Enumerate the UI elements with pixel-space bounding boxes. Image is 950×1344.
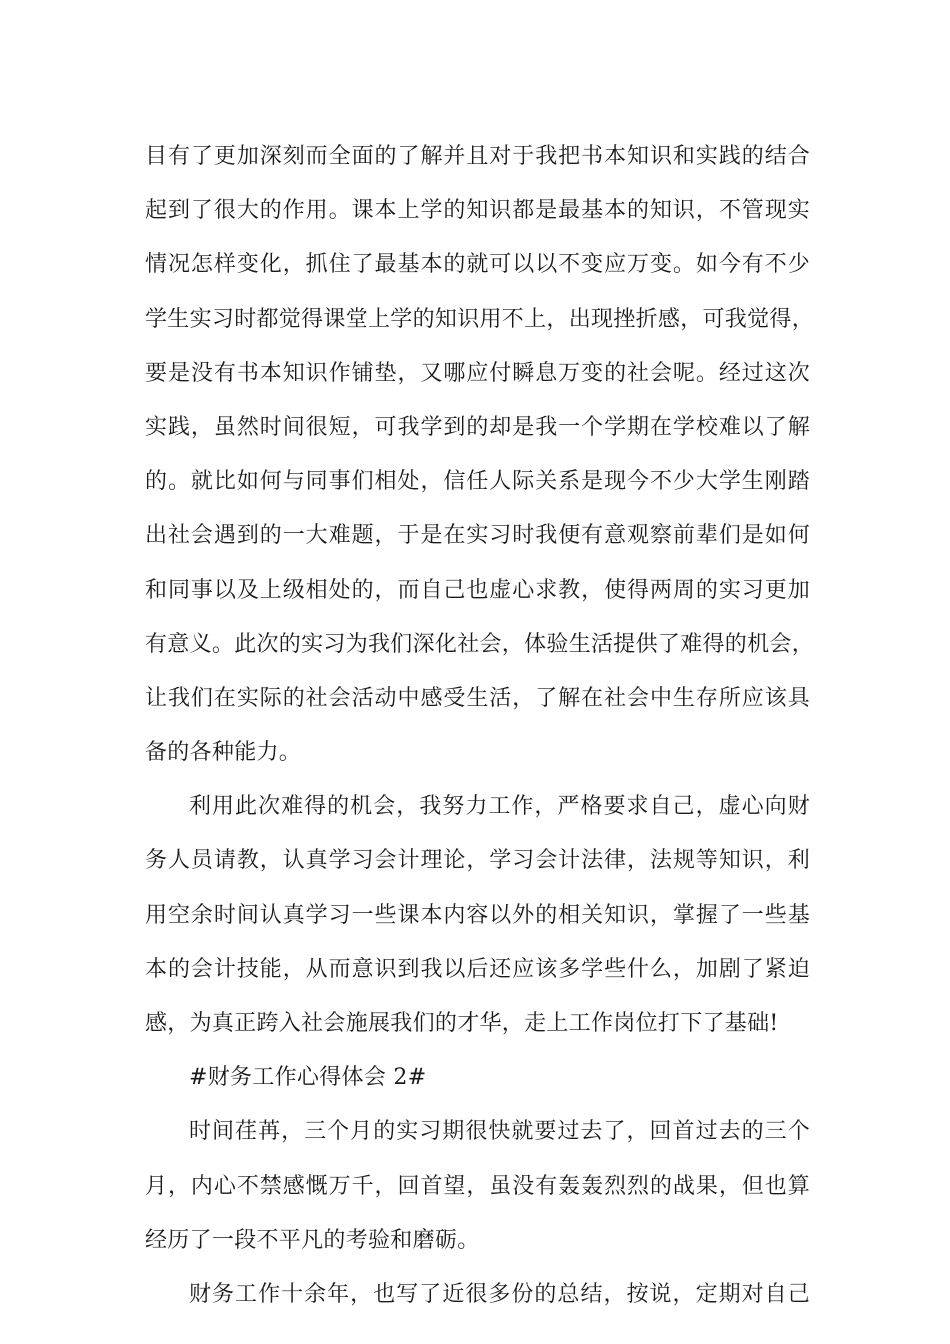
text-line: 财务工作十余年，也写了近很多份的总结，按说，定期对自己 (189, 1281, 810, 1307)
text-line: 感，为真正跨入社会施展我们的才华，走上工作岗位打下了基础! (145, 1011, 779, 1036)
text-line: 要是没有书本知识作铺垫，又哪应付瞬息万变的社会呢。经过这次 (145, 360, 810, 386)
text-line: 实践，虽然时间很短，可我学到的却是我一个学期在学校难以了解 (145, 414, 810, 440)
text-line: 有意义。此次的实习为我们深化社会，体验生活提供了难得的机会， (145, 631, 815, 657)
document-body (145, 130, 815, 1322)
text-line: 情况怎样变化，抓住了最基本的就可以以不变应万变。如今有不少 (145, 252, 810, 278)
text-line: 的。就比如何与同事们相处，信任人际关系是现今不少大学生刚踏 (145, 469, 810, 495)
paragraph-2 (145, 780, 810, 1051)
section-heading (145, 1051, 810, 1105)
paragraph-3 (145, 1105, 810, 1268)
paragraph-4 (145, 1268, 810, 1322)
text-line: 经历了一段不平凡的考验和磨砺。 (145, 1227, 480, 1253)
text-line: 学生实习时都觉得课堂上学的知识用不上，出现挫折感，可我觉得， (145, 306, 815, 332)
text-line: 务人员请教，认真学习会计理论，学习会计法律，法规等知识，利 (145, 848, 810, 874)
text-line: 月，内心不禁感慨万千，回首望，虽没有轰轰烈烈的战果，但也算 (145, 1173, 810, 1199)
text-line: 用空余时间认真学习一些课本内容以外的相关知识，掌握了一些基 (145, 902, 810, 928)
text-line: 本的会计技能，从而意识到我以后还应该多学些什么，加剧了紧迫 (145, 956, 810, 982)
heading-text: #财务工作心得体会 2# (189, 1065, 427, 1091)
text-line: 利用此次难得的机会，我努力工作，严格要求自己，虚心向财 (189, 794, 810, 820)
text-line: 时间荏苒，三个月的实习期很快就要过去了，回首过去的三个 (189, 1119, 810, 1145)
text-line: 起到了很大的作用。课本上学的知识都是最基本的知识，不管现实 (145, 198, 810, 224)
text-line: 和同事以及上级相处的，而自己也虚心求教，使得两周的实习更加 (145, 577, 810, 603)
text-line: 让我们在实际的社会活动中感受生活，了解在社会中生存所应该具 (145, 685, 810, 711)
paragraph-1 (145, 130, 815, 780)
text-line: 备的各种能力。 (145, 740, 302, 766)
text-line: 目有了更加深刻而全面的了解并且对于我把书本知识和实践的结合 (145, 144, 810, 169)
text-line: 出社会遇到的一大难题，于是在实习时我便有意观察前辈们是如何 (145, 523, 810, 549)
